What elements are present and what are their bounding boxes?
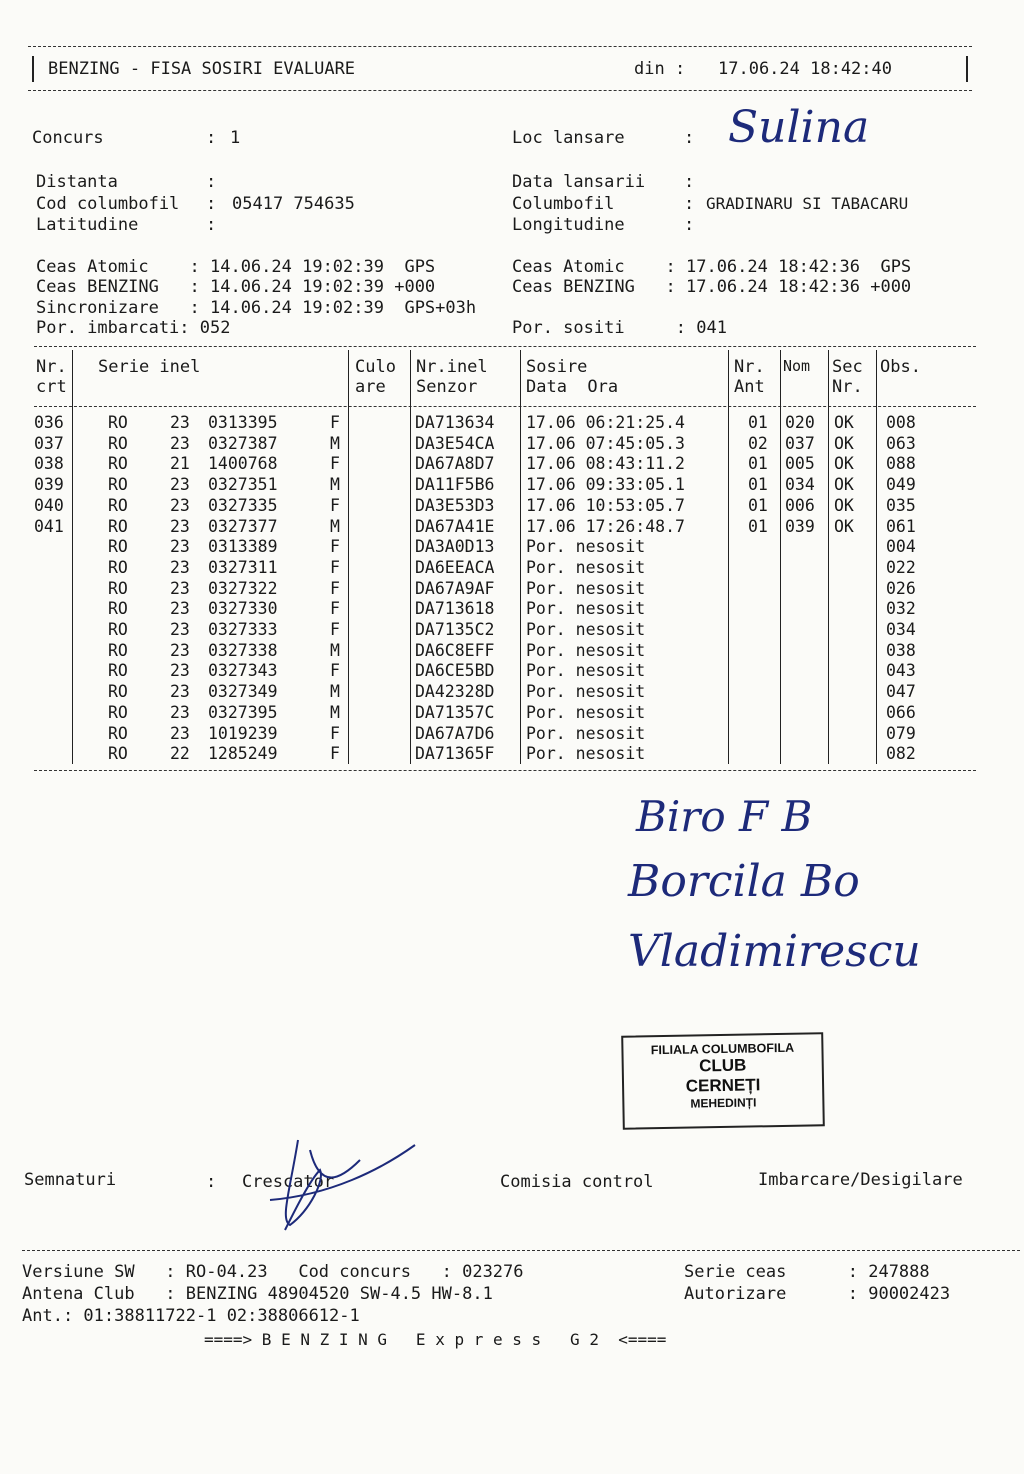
cell-an: 23	[170, 640, 190, 660]
cell-serie: 0327395	[208, 702, 278, 722]
report-header	[28, 38, 972, 96]
cell-an: 23	[170, 702, 190, 722]
table-row	[0, 661, 1000, 682]
clock-left-line: Ceas Atomic : 14.06.24 19:02:39 GPS	[36, 257, 436, 277]
cell-nom: 006	[785, 495, 815, 515]
cell-senzor: DA6EEACA	[415, 557, 495, 577]
clock-left-line: Por. imbarcati: 052	[36, 318, 231, 338]
clock-left-line: Ceas BENZING : 14.06.24 19:02:39 +000	[36, 277, 436, 297]
cell-an: 23	[170, 661, 190, 681]
cell-an: 23	[170, 433, 190, 453]
cell-senzor: DA6C8EFF	[415, 640, 495, 660]
header-top-dashes	[28, 46, 972, 47]
col-culo-header: Culo	[355, 357, 396, 377]
stamp-line: CLUB	[698, 1055, 747, 1076]
cell-an: 23	[170, 495, 190, 515]
cell-obs: 082	[886, 744, 916, 764]
table-row	[0, 434, 1000, 455]
cell-sec: OK	[834, 495, 854, 515]
info-data-label: Data lansarii	[512, 172, 646, 192]
cell-sosire: Por. nesosit	[526, 682, 646, 702]
cell-nr: 040	[34, 495, 64, 515]
cell-serie: 0327322	[208, 578, 278, 598]
cell-ant: 01	[748, 495, 768, 515]
cell-sosire: Por. nesosit	[526, 537, 646, 557]
col-nr-header: Nr.	[36, 357, 67, 377]
col-culo-header-2: are	[355, 377, 386, 397]
cell-sex: F	[330, 454, 340, 474]
cell-tara: RO	[108, 413, 128, 432]
info-columbofil-value: GRADINARU SI TABACARU	[706, 194, 909, 213]
cell-serie: 1400768	[208, 454, 278, 474]
cell-obs: 047	[886, 682, 916, 702]
header-right-border	[966, 56, 968, 82]
cell-an: 23	[170, 682, 190, 702]
table-row	[0, 496, 1000, 517]
col-nom-header: Nom	[783, 357, 811, 375]
signatures-sep: :	[206, 1172, 217, 1192]
cell-senzor: DA71357C	[415, 702, 495, 722]
cell-tara: RO	[108, 723, 128, 743]
cell-tara: RO	[108, 744, 128, 764]
cell-sex: F	[330, 578, 340, 598]
cell-serie: 0313395	[208, 413, 278, 432]
info-columbofil-label: Columbofil	[512, 194, 646, 214]
info-cod-label: Cod columbofil	[36, 194, 180, 214]
footer-autorizare: Autorizare : 90002423	[684, 1284, 951, 1304]
info-loc-sep: :	[684, 128, 695, 148]
info-data-sep: :	[684, 172, 695, 192]
col-sosire-header-2: Data Ora	[526, 377, 619, 397]
col-sec-header: Sec	[832, 357, 863, 377]
cell-sex: M	[330, 640, 340, 660]
footer-divider	[22, 1250, 1020, 1251]
handwritten-note: Biro F B	[636, 792, 813, 841]
cell-obs: 061	[886, 516, 916, 536]
info-longitudine-label: Longitudine	[512, 215, 646, 235]
table-row	[0, 558, 1000, 579]
info-concurs-sep: :	[206, 128, 227, 148]
cell-serie: 0327377	[208, 516, 278, 536]
clock-right-line: Ceas Atomic : 17.06.24 18:42:36 GPS	[512, 257, 912, 277]
crescator-signature	[250, 1130, 420, 1240]
cell-sosire: Por. nesosit	[526, 620, 646, 639]
cell-ant: 02	[748, 433, 768, 453]
cell-an: 23	[170, 475, 190, 495]
cell-senzor: DA67A7D6	[415, 723, 495, 743]
cell-tara: RO	[108, 578, 128, 598]
cell-an: 21	[170, 454, 190, 474]
cell-serie: 0327343	[208, 661, 278, 681]
cell-sosire: Por. nesosit	[526, 640, 646, 660]
cell-senzor: DA67A8D7	[415, 454, 495, 474]
report-title: BENZING - FISA SOSIRI EVALUARE	[48, 59, 356, 79]
stamp-line: MEHEDINȚI	[690, 1095, 757, 1111]
info-concurs-label: Concurs	[32, 128, 176, 148]
cell-sosire: 17.06 08:43:11.2	[526, 454, 685, 474]
table-row	[0, 579, 1000, 600]
handwritten-loc: Sulina	[728, 102, 870, 153]
cell-sosire: Por. nesosit	[526, 661, 646, 681]
table-row	[0, 517, 1000, 538]
table-row	[0, 599, 1000, 620]
cell-sosire: Por. nesosit	[526, 578, 646, 598]
stamp-line: FILIALA COLUMBOFILA	[650, 1040, 795, 1058]
cell-ant: 01	[748, 413, 768, 432]
cell-serie: 0327387	[208, 433, 278, 453]
table-top-border	[34, 346, 976, 347]
cell-senzor: DA713618	[415, 599, 495, 619]
cell-an: 23	[170, 599, 190, 619]
stamp-line: CERNEȚI	[685, 1075, 761, 1096]
cell-an: 23	[170, 578, 190, 598]
report-date-label: din :	[634, 59, 686, 79]
info-distanta-sep: :	[206, 172, 217, 192]
cell-nr: 037	[34, 433, 64, 453]
cell-nr: 036	[34, 413, 64, 432]
cell-serie: 0327349	[208, 682, 278, 702]
table-row	[0, 537, 1000, 558]
cell-tara: RO	[108, 454, 128, 474]
cell-sosire: 17.06 06:21:25.4	[526, 413, 685, 432]
cell-sex: F	[330, 599, 340, 619]
cell-serie: 0327351	[208, 475, 278, 495]
cell-tara: RO	[108, 599, 128, 619]
table-bottom-border	[34, 770, 976, 771]
cell-sosire: Por. nesosit	[526, 723, 646, 743]
cell-sex: M	[330, 682, 340, 702]
cell-sex: F	[330, 723, 340, 743]
cell-obs: 032	[886, 599, 916, 619]
cell-sex: M	[330, 475, 340, 495]
info-latitudine-sep: :	[206, 215, 217, 235]
cell-serie: 0327335	[208, 495, 278, 515]
cell-obs: 049	[886, 475, 916, 495]
cell-sex: F	[330, 413, 340, 432]
clock-right-line: Ceas BENZING : 17.06.24 18:42:36 +000	[512, 277, 912, 297]
cell-tara: RO	[108, 495, 128, 515]
footer-ant-line: Ant.: 01:38811722-1 02:38806612-1	[22, 1306, 360, 1326]
footer-brand-line: ====> B E N Z I N G E x p r e s s G 2 <====	[204, 1330, 667, 1349]
cell-senzor: DA11F5B6	[415, 475, 495, 495]
cell-senzor: DA7135C2	[415, 620, 495, 639]
cell-obs: 034	[886, 620, 916, 639]
clock-left-line: Sincronizare : 14.06.24 19:02:39 GPS+03h	[36, 298, 477, 318]
info-columbofil-sep: :	[684, 194, 705, 214]
info-latitudine-label: Latitudine	[36, 215, 180, 235]
cell-sec: OK	[834, 475, 854, 495]
cell-tara: RO	[108, 702, 128, 722]
cell-senzor: DA67A41E	[415, 516, 495, 536]
handwritten-note: Borcila Bo	[628, 856, 860, 907]
cell-obs: 066	[886, 702, 916, 722]
cell-senzor: DA67A9AF	[415, 578, 495, 598]
table-row	[0, 682, 1000, 703]
cell-an: 23	[170, 723, 190, 743]
cell-obs: 088	[886, 454, 916, 474]
cell-obs: 004	[886, 537, 916, 557]
cell-senzor: DA713634	[415, 413, 495, 432]
cell-sex: F	[330, 744, 340, 764]
table-row	[0, 703, 1000, 724]
cell-tara: RO	[108, 433, 128, 453]
cell-nr: 041	[34, 516, 64, 536]
cell-nom: 037	[785, 433, 815, 453]
table-row	[0, 454, 1000, 475]
cell-sec: OK	[834, 413, 854, 432]
cell-tara: RO	[108, 620, 128, 639]
cell-sex: F	[330, 620, 340, 639]
cell-ant: 01	[748, 475, 768, 495]
cell-serie: 0327311	[208, 557, 278, 577]
cell-obs: 022	[886, 557, 916, 577]
col-serie-header: Serie inel	[98, 357, 201, 377]
header-bottom-dashes	[28, 90, 972, 91]
cell-serie: 0313389	[208, 537, 278, 557]
clock-right-line: Por. sositi : 041	[512, 318, 727, 338]
cell-tara: RO	[108, 661, 128, 681]
cell-obs: 079	[886, 723, 916, 743]
cell-an: 23	[170, 557, 190, 577]
col-inel-header: Nr.inel	[416, 357, 488, 377]
cell-senzor: DA3E53D3	[415, 495, 495, 515]
table-header-border	[34, 406, 976, 407]
cell-sec: OK	[834, 454, 854, 474]
cell-obs: 026	[886, 578, 916, 598]
cell-serie: 1019239	[208, 723, 278, 743]
cell-serie: 0327333	[208, 620, 278, 639]
cell-tara: RO	[108, 557, 128, 577]
cell-senzor: DA3E54CA	[415, 433, 495, 453]
cell-sosire: Por. nesosit	[526, 599, 646, 619]
cell-obs: 008	[886, 413, 916, 432]
footer-antena-line: Antena Club : BENZING 48904520 SW-4.5 HW-8.1	[22, 1284, 493, 1304]
cell-sosire: Por. nesosit	[526, 702, 646, 722]
cell-sosire: 17.06 17:26:48.7	[526, 516, 685, 536]
cell-nom: 005	[785, 454, 815, 474]
cell-sex: F	[330, 557, 340, 577]
cell-tara: RO	[108, 475, 128, 495]
col-ant-header: Nr.	[734, 357, 765, 377]
signature-imbarcare-label: Imbarcare/Desigilare	[758, 1170, 963, 1190]
cell-an: 23	[170, 516, 190, 536]
table-row	[0, 724, 1000, 745]
cell-sex: F	[330, 661, 340, 681]
cell-tara: RO	[108, 682, 128, 702]
cell-nom: 020	[785, 413, 815, 432]
report-date: 17.06.24 18:42:40	[718, 59, 892, 79]
cell-ant: 01	[748, 454, 768, 474]
col-obs-header: Obs.	[880, 357, 921, 377]
club-stamp	[621, 1032, 825, 1130]
cell-senzor: DA6CE5BD	[415, 661, 495, 681]
footer-serie-ceas: Serie ceas : 247888	[684, 1262, 930, 1282]
cell-sosire: 17.06 09:33:05.1	[526, 475, 685, 495]
handwritten-note: Vladimirescu	[628, 926, 921, 977]
cell-sosire: Por. nesosit	[526, 744, 646, 764]
header-left-border	[32, 56, 34, 82]
cell-serie: 0327338	[208, 640, 278, 660]
cell-ant: 01	[748, 516, 768, 536]
cell-sex: F	[330, 495, 340, 515]
cell-sec: OK	[834, 433, 854, 453]
cell-sex: M	[330, 516, 340, 536]
col-ant-header-2: Ant	[734, 377, 765, 397]
table-row	[0, 620, 1000, 641]
cell-nom: 039	[785, 516, 815, 536]
cell-tara: RO	[108, 537, 128, 557]
table-row	[0, 641, 1000, 662]
cell-an: 23	[170, 537, 190, 557]
cell-senzor: DA3A0D13	[415, 537, 495, 557]
cell-tara: RO	[108, 516, 128, 536]
cell-sex: F	[330, 537, 340, 557]
info-loc-label: Loc lansare	[512, 128, 646, 148]
footer-version-line: Versiune SW : RO-04.23 Cod concurs : 023276	[22, 1262, 524, 1282]
cell-serie: 1285249	[208, 744, 278, 764]
cell-sosire: Por. nesosit	[526, 557, 646, 577]
col-nr-header-2: crt	[36, 377, 67, 397]
cell-an: 22	[170, 744, 190, 764]
cell-senzor: DA42328D	[415, 682, 495, 702]
cell-sec: OK	[834, 516, 854, 536]
cell-an: 23	[170, 620, 190, 639]
cell-obs: 043	[886, 661, 916, 681]
cell-sex: M	[330, 433, 340, 453]
cell-nr: 039	[34, 475, 64, 495]
info-distanta-label: Distanta	[36, 172, 180, 192]
signature-comisia-label: Comisia control	[500, 1172, 654, 1192]
cell-serie: 0327330	[208, 599, 278, 619]
signature-crescator-label: Crescator	[242, 1172, 335, 1192]
cell-nr: 038	[34, 454, 64, 474]
col-sosire-header: Sosire	[526, 357, 588, 377]
cell-an: 23	[170, 413, 190, 432]
cell-obs: 035	[886, 495, 916, 515]
table-row	[0, 413, 1000, 434]
info-cod-value: 05417 754635	[232, 194, 355, 214]
cell-obs: 063	[886, 433, 916, 453]
info-concurs-value: 1	[230, 128, 241, 148]
info-longitudine-sep: :	[684, 215, 695, 235]
table-row	[0, 475, 1000, 496]
signatures-label: Semnaturi	[24, 1170, 117, 1190]
col-sec-header-2: Nr.	[832, 377, 863, 397]
cell-tara: RO	[108, 640, 128, 660]
cell-sosire: 17.06 10:53:05.7	[526, 495, 685, 515]
cell-sex: M	[330, 702, 340, 722]
cell-senzor: DA71365F	[415, 744, 495, 764]
col-inel-header-2: Senzor	[416, 377, 478, 397]
cell-nom: 034	[785, 475, 815, 495]
info-cod-sep: :	[206, 194, 227, 214]
cell-obs: 038	[886, 640, 916, 660]
table-row	[0, 744, 1000, 765]
cell-sosire: 17.06 07:45:05.3	[526, 433, 685, 453]
